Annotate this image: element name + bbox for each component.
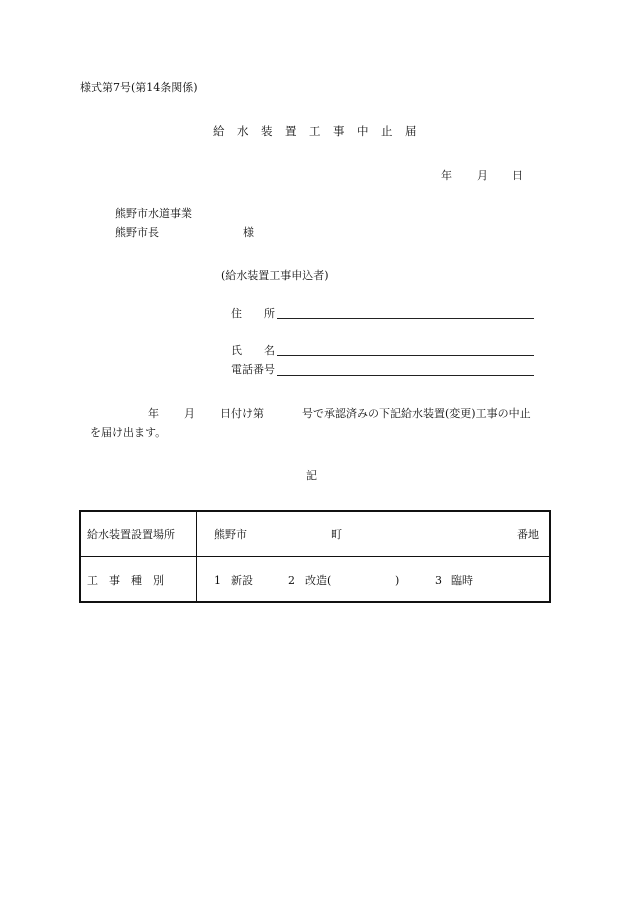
form-number: 様式第7号(第14条関係) <box>80 81 198 94</box>
option-1-number: 1 <box>214 574 221 587</box>
option-temporary[interactable]: 臨時 <box>451 574 473 587</box>
document-title: 給 水 装 置 工 事 中 止 届 <box>213 124 417 138</box>
addressee-organization: 熊野市水道事業 <box>115 207 192 220</box>
date-month-label: 月 <box>477 169 488 182</box>
construction-type-label: 工 事 種 別 <box>87 574 164 587</box>
name-label: 氏 名 <box>231 344 275 357</box>
date-year-label: 年 <box>441 169 452 182</box>
location-label: 給水装置設置場所 <box>87 528 175 541</box>
option-2-number: 2 <box>288 574 295 587</box>
ki-heading: 記 <box>306 469 317 482</box>
name-field-line[interactable] <box>277 355 534 356</box>
option-new-install[interactable]: 新設 <box>231 574 253 587</box>
body-month-label: 月 <box>184 407 195 420</box>
phone-label: 電話番号 <box>231 363 275 376</box>
table-row-divider <box>81 556 549 557</box>
location-number: 番地 <box>517 528 539 541</box>
body-day-label: 日付け第 <box>220 407 264 420</box>
option-modification[interactable]: 改造( <box>305 574 332 587</box>
body-text-line2: を届け出ます。 <box>90 426 167 439</box>
location-city: 熊野市 <box>214 528 247 541</box>
date-day-label: 日 <box>512 169 523 182</box>
location-town: 町 <box>331 528 342 541</box>
addressee-mayor: 熊野市長 <box>115 226 159 239</box>
option-3-number: 3 <box>435 574 442 587</box>
option-modification-close: ) <box>395 574 400 587</box>
phone-field-line[interactable] <box>277 375 534 376</box>
address-label: 住 所 <box>231 307 275 320</box>
address-field-line[interactable] <box>277 318 534 319</box>
applicant-heading: (給水装置工事申込者) <box>221 269 329 282</box>
body-year-label: 年 <box>148 407 159 420</box>
details-table <box>79 510 551 603</box>
body-text: 号で承認済みの下記給水装置(変更)工事の中止 <box>302 407 531 420</box>
addressee-honorific: 様 <box>243 226 254 239</box>
